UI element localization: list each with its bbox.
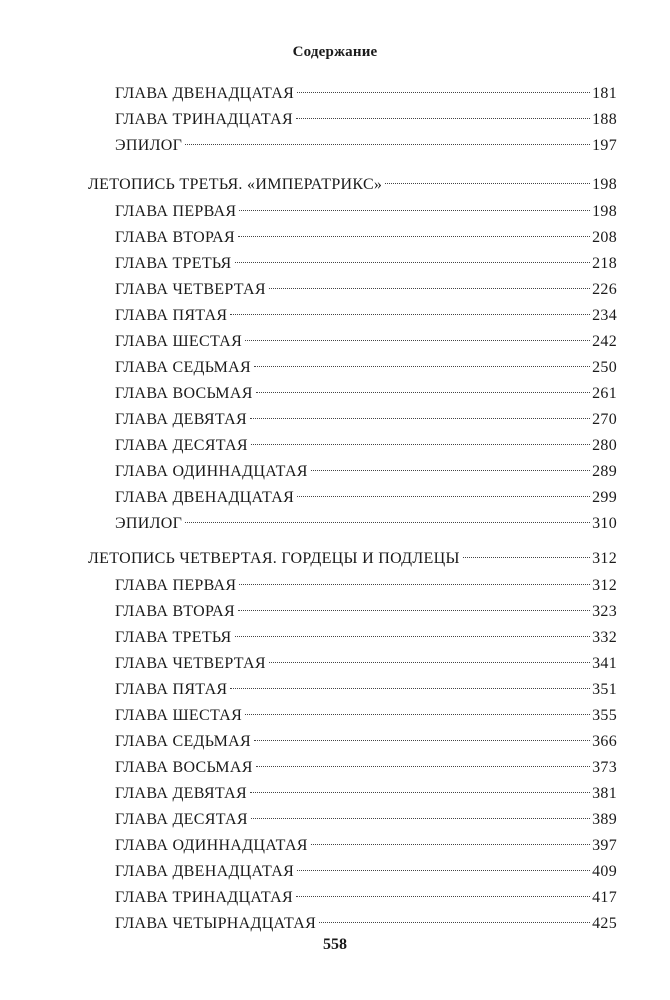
toc-entry-page: 280	[592, 437, 617, 454]
toc-entry-page: 188	[592, 111, 617, 128]
toc-dot-leader	[296, 896, 590, 897]
toc-chapter-entry	[115, 625, 617, 651]
toc-entry-title: ЭПИЛОГ	[115, 137, 183, 154]
page-number: 558	[323, 936, 347, 953]
toc-entry-page: 198	[592, 176, 617, 193]
toc-dot-leader	[463, 557, 590, 558]
toc-chapter-entry	[115, 433, 617, 459]
running-head-title: Содержание	[292, 44, 378, 60]
toc-dot-leader	[251, 444, 590, 445]
toc-dot-leader	[269, 288, 590, 289]
toc-dot-leader	[251, 818, 590, 819]
toc-entry-page: 197	[592, 137, 617, 154]
toc-entry-page: 389	[592, 811, 617, 828]
toc-dot-leader	[297, 92, 590, 93]
toc-entry-title: ГЛАВА ПЕРВАЯ	[115, 203, 237, 220]
toc-entry-title: ГЛАВА ТРЕТЬЯ	[115, 629, 232, 646]
toc-entry-title: ГЛАВА ДВЕНАДЦАТАЯ	[115, 489, 295, 506]
toc-entry-title: ГЛАВА ПЕРВАЯ	[115, 577, 237, 594]
toc-entry-page: 218	[592, 255, 617, 272]
toc-chapter-entry	[115, 407, 617, 433]
toc-dot-leader	[311, 470, 590, 471]
toc-chapter-entry	[115, 199, 617, 225]
toc-chapter-entry	[115, 133, 617, 159]
toc-chapter-entry	[115, 329, 617, 355]
toc-entry-title: ГЛАВА ЧЕТЫРНАДЦАТАЯ	[115, 915, 317, 932]
toc-entry-page: 250	[592, 359, 617, 376]
toc-entry-page: 181	[592, 85, 617, 102]
toc-dot-leader	[269, 662, 590, 663]
toc-dot-leader	[239, 584, 590, 585]
toc-dot-leader	[185, 144, 590, 145]
toc-dot-leader	[230, 314, 590, 315]
toc-dot-leader	[245, 340, 590, 341]
toc-entry-page: 381	[592, 785, 617, 802]
toc-entry-title: ГЛАВА ЧЕТВЕРТАЯ	[115, 655, 266, 672]
toc-dot-leader	[245, 714, 590, 715]
toc-chapter-entry	[115, 807, 617, 833]
toc-entry-title: ГЛАВА ВОСЬМАЯ	[115, 759, 253, 776]
toc-entry-page: 226	[592, 281, 617, 298]
toc-chapter-entry	[115, 703, 617, 729]
toc-entry-title: ЛЕТОПИСЬ ТРЕТЬЯ. «ИМПЕРАТРИКС»	[88, 176, 383, 193]
toc-entry-title: ГЛАВА ДЕСЯТАЯ	[115, 811, 248, 828]
toc-entry-title: ГЛАВА ДВЕНАДЦАТАЯ	[115, 863, 295, 880]
toc-dot-leader	[256, 392, 590, 393]
toc-entry-page: 341	[592, 655, 617, 672]
toc-chapter-entry	[115, 651, 617, 677]
toc-dot-leader	[239, 210, 590, 211]
toc-entry-page: 310	[592, 515, 617, 532]
toc-entry-page: 355	[592, 707, 617, 724]
toc-entry-title: ГЛАВА СЕДЬМАЯ	[115, 359, 251, 376]
toc-entry-title: ГЛАВА ТРЕТЬЯ	[115, 255, 232, 272]
toc-chapter-entry	[115, 381, 617, 407]
toc-entry-page: 417	[592, 889, 617, 906]
toc-chapter-entry	[115, 781, 617, 807]
toc-entry-page: 242	[592, 333, 617, 350]
toc-dot-leader	[250, 792, 590, 793]
toc-chapter-entry	[115, 107, 617, 133]
toc-dot-leader	[185, 522, 590, 523]
toc-chapter-entry	[115, 833, 617, 859]
toc-dot-leader	[230, 688, 590, 689]
toc-dot-leader	[297, 870, 590, 871]
toc-entry-title: ГЛАВА ДВЕНАДЦАТАЯ	[115, 85, 295, 102]
toc-dot-leader	[319, 922, 590, 923]
toc-entry-page: 234	[592, 307, 617, 324]
toc-dot-leader	[250, 418, 590, 419]
toc-entry-page: 332	[592, 629, 617, 646]
toc-entry-title: ГЛАВА ОДИННАДЦАТАЯ	[115, 463, 308, 480]
toc-entry-page: 289	[592, 463, 617, 480]
toc-chapter-entry	[115, 573, 617, 599]
toc-dot-leader	[238, 610, 590, 611]
toc-entry-title: ГЛАВА ПЯТАЯ	[115, 681, 228, 698]
toc-dot-leader	[297, 496, 590, 497]
toc-entry-page: 198	[592, 203, 617, 220]
toc-entry-page: 373	[592, 759, 617, 776]
toc-chapter-entry	[115, 729, 617, 755]
toc-entry-page: 351	[592, 681, 617, 698]
toc-dot-leader	[254, 740, 590, 741]
toc-entry-title: ГЛАВА ДЕСЯТАЯ	[115, 437, 248, 454]
toc-entry-page: 409	[592, 863, 617, 880]
toc-dot-leader	[238, 236, 590, 237]
toc-chapter-entry	[115, 225, 617, 251]
toc-chapter-entry	[115, 911, 617, 937]
toc-entry-page: 312	[592, 550, 617, 567]
toc-entry-title: ГЛАВА ТРИНАДЦАТАЯ	[115, 889, 293, 906]
toc-dot-leader	[254, 366, 590, 367]
toc-chapter-entry	[115, 459, 617, 485]
toc-part-entry	[88, 546, 617, 572]
toc-entry-page: 261	[592, 385, 617, 402]
toc-entry-title: ГЛАВА ПЯТАЯ	[115, 307, 228, 324]
toc-part-entry	[88, 172, 617, 198]
toc-entry-title: ГЛАВА СЕДЬМАЯ	[115, 733, 251, 750]
toc-entry-page: 425	[592, 915, 617, 932]
toc-chapter-entry	[115, 485, 617, 511]
toc-entry-page: 397	[592, 837, 617, 854]
toc-entry-page: 208	[592, 229, 617, 246]
toc-dot-leader	[385, 183, 590, 184]
toc-entry-page: 270	[592, 411, 617, 428]
toc-chapter-entry	[115, 303, 617, 329]
toc-entry-title: ГЛАВА ШЕСТАЯ	[115, 333, 243, 350]
toc-chapter-entry	[115, 599, 617, 625]
toc-entry-title: ГЛАВА ДЕВЯТАЯ	[115, 785, 248, 802]
toc-chapter-entry	[115, 755, 617, 781]
toc-dot-leader	[296, 118, 590, 119]
toc-chapter-entry	[115, 355, 617, 381]
toc-entry-title: ГЛАВА ВОСЬМАЯ	[115, 385, 253, 402]
toc-entry-page: 312	[592, 577, 617, 594]
toc-chapter-entry	[115, 511, 617, 537]
toc-entry-title: ГЛАВА ДЕВЯТАЯ	[115, 411, 248, 428]
toc-chapter-entry	[115, 81, 617, 107]
toc-dot-leader	[311, 844, 590, 845]
toc-dot-leader	[235, 636, 591, 637]
toc-dot-leader	[256, 766, 590, 767]
toc-entry-page: 323	[592, 603, 617, 620]
toc-entry-title: ЛЕТОПИСЬ ЧЕТВЕРТАЯ. ГОРДЕЦЫ И ПОДЛЕЦЫ	[88, 550, 460, 567]
toc-entry-title: ГЛАВА ШЕСТАЯ	[115, 707, 243, 724]
toc-entry-title: ЭПИЛОГ	[115, 515, 183, 532]
toc-chapter-entry	[115, 885, 617, 911]
toc-entry-title: ГЛАВА ВТОРАЯ	[115, 603, 235, 620]
toc-entry-title: ГЛАВА ВТОРАЯ	[115, 229, 235, 246]
toc-chapter-entry	[115, 859, 617, 885]
toc-chapter-entry	[115, 677, 617, 703]
toc-chapter-entry	[115, 251, 617, 277]
toc-entry-page: 366	[592, 733, 617, 750]
toc-dot-leader	[235, 262, 591, 263]
toc-entry-page: 299	[592, 489, 617, 506]
toc-chapter-entry	[115, 277, 617, 303]
toc-entry-title: ГЛАВА ОДИННАДЦАТАЯ	[115, 837, 308, 854]
toc-entry-title: ГЛАВА ТРИНАДЦАТАЯ	[115, 111, 293, 128]
toc-entry-title: ГЛАВА ЧЕТВЕРТАЯ	[115, 281, 266, 298]
